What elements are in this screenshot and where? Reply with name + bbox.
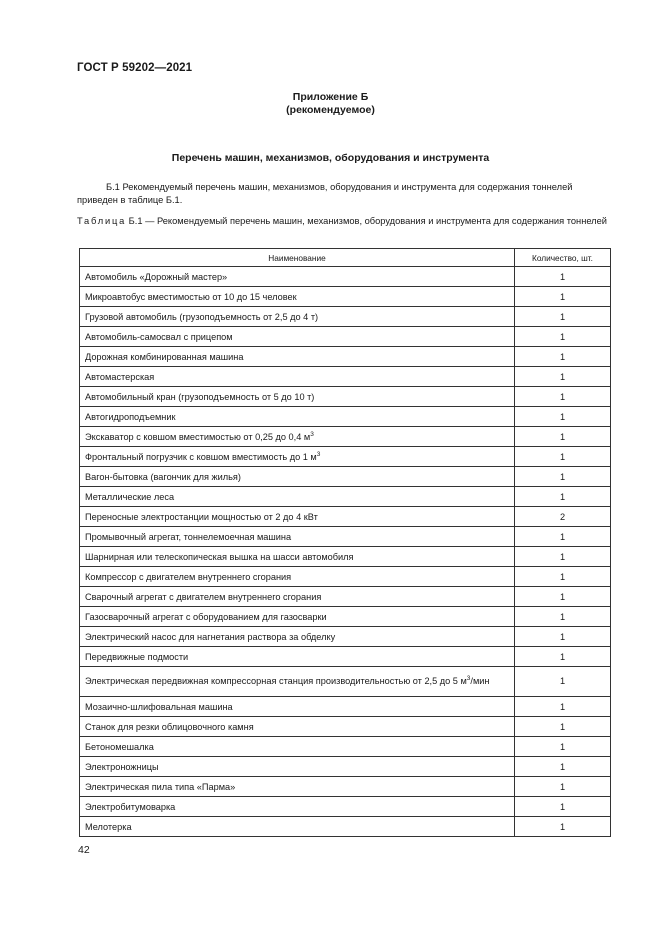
table-row xyxy=(80,427,611,447)
equipment-name-cell xyxy=(80,307,515,327)
section-title: Перечень машин, механизмов, оборудования и инструмента xyxy=(171,152,490,164)
table-row xyxy=(80,507,611,527)
table-row xyxy=(80,547,611,567)
equipment-name: Газосварочный агрегат с оборудованием для газосварки xyxy=(85,611,327,622)
table-row xyxy=(80,407,611,427)
unit-superscript: 3 xyxy=(310,430,314,438)
equipment-name: Мелотерка xyxy=(85,821,132,832)
equipment-quantity: 1 xyxy=(515,587,611,607)
equipment-name: Переносные электростанции мощностью от 2 до 4 кВт xyxy=(85,511,318,522)
equipment-name-cell xyxy=(80,327,515,347)
equipment-name: Электроножницы xyxy=(85,761,159,772)
equipment-name-cell xyxy=(80,697,515,717)
equipment-quantity: 1 xyxy=(515,547,611,567)
equipment-quantity: 1 xyxy=(515,737,611,757)
table-row xyxy=(80,817,611,837)
unit-superscript: 3 xyxy=(466,674,471,682)
equipment-name-cell xyxy=(80,347,515,367)
equipment-name-cell xyxy=(80,737,515,757)
equipment-name-cell xyxy=(80,607,515,627)
equipment-name: Автомобиль-самосвал с прицепом xyxy=(85,331,233,342)
equipment-name: Микроавтобус вместимостью от 10 до 15 человек xyxy=(85,291,297,302)
equipment-quantity: 1 xyxy=(515,797,611,817)
equipment-quantity: 1 xyxy=(515,287,611,307)
equipment-name-cell xyxy=(80,487,515,507)
equipment-quantity: 1 xyxy=(515,567,611,587)
equipment-name-cell xyxy=(80,467,515,487)
equipment-name: Промывочный агрегат, тоннелемоечная машина xyxy=(85,531,292,542)
equipment-name-cell xyxy=(80,287,515,307)
equipment-name-cell xyxy=(80,717,515,737)
equipment-name: Бетономешалка xyxy=(85,741,154,752)
equipment-name-cell xyxy=(80,777,515,797)
equipment-quantity: 1 xyxy=(515,627,611,647)
table-row xyxy=(80,647,611,667)
table-row xyxy=(80,697,611,717)
equipment-quantity: 2 xyxy=(515,507,611,527)
table-row xyxy=(80,527,611,547)
equipment-name-cell xyxy=(80,267,515,287)
equipment-quantity: 1 xyxy=(515,757,611,777)
table-row xyxy=(80,287,611,307)
equipment-name: Сварочный агрегат с двигателем внутреннего сгорания xyxy=(85,591,322,602)
table-row xyxy=(80,367,611,387)
equipment-name-cell xyxy=(80,647,515,667)
column-header-name: Наименование xyxy=(80,249,515,267)
equipment-name: Автомобильный кран (грузоподъемность от 5 до 10 т) xyxy=(85,391,315,402)
equipment-name: Фронтальный погрузчик с ковшом вместимость до 1 м xyxy=(85,451,317,462)
table-row xyxy=(80,607,611,627)
equipment-name: Вагон-бытовка (вагончик для жилья) xyxy=(85,471,241,482)
equipment-name-cell xyxy=(80,407,515,427)
table-row xyxy=(80,567,611,587)
equipment-name-cell xyxy=(80,367,515,387)
equipment-name-cell xyxy=(80,757,515,777)
equipment-quantity: 1 xyxy=(515,667,611,697)
equipment-quantity: 1 xyxy=(515,487,611,507)
table-caption xyxy=(77,215,611,228)
appendix-heading xyxy=(0,91,661,117)
equipment-name-tail: /мин xyxy=(470,676,490,686)
equipment-name-cell xyxy=(80,507,515,527)
equipment-name-cell xyxy=(80,527,515,547)
equipment-quantity: 1 xyxy=(515,307,611,327)
table-row xyxy=(80,777,611,797)
table-row xyxy=(80,737,611,757)
table-row xyxy=(80,387,611,407)
equipment-quantity: 1 xyxy=(515,367,611,387)
equipment-quantity: 1 xyxy=(515,347,611,367)
equipment-quantity: 1 xyxy=(515,647,611,667)
equipment-name: Шарнирная или телескопическая вышка на шасси автомобиля xyxy=(85,551,354,562)
table-row xyxy=(80,627,611,647)
equipment-name-cell xyxy=(80,447,515,467)
equipment-name: Передвижные подмости xyxy=(85,651,189,662)
equipment-name-cell xyxy=(80,387,515,407)
equipment-name: Грузовой автомобиль (грузоподъемность от 2,5 до 4 т) xyxy=(85,311,319,322)
table-caption-text: Б.1 — Рекомендуемый перечень машин, механизмов, оборудования и инструмента для содержания тоннелей xyxy=(126,216,607,226)
table-row xyxy=(80,467,611,487)
table-row xyxy=(80,587,611,607)
table-row xyxy=(80,667,611,697)
equipment-name: Автомобиль «Дорожный мастер» xyxy=(85,271,228,282)
equipment-name: Дорожная комбинированная машина xyxy=(85,351,244,362)
equipment-table xyxy=(79,248,611,837)
equipment-name: Электрическая пила типа «Парма» xyxy=(85,781,236,792)
equipment-quantity: 1 xyxy=(515,447,611,467)
equipment-name: Металлические леса xyxy=(85,491,175,502)
equipment-name: Электрический насос для нагнетания раствора за обделку xyxy=(85,631,336,642)
equipment-quantity: 1 xyxy=(515,267,611,287)
appendix-title: Приложение Б xyxy=(292,91,369,103)
page-number: 42 xyxy=(78,844,90,856)
equipment-quantity: 1 xyxy=(515,387,611,407)
equipment-name: Автомастерская xyxy=(85,371,155,382)
table-row xyxy=(80,327,611,347)
equipment-quantity: 1 xyxy=(515,467,611,487)
equipment-quantity: 1 xyxy=(515,777,611,797)
table-row xyxy=(80,717,611,737)
table-row xyxy=(80,757,611,777)
equipment-name: Автогидроподъемник xyxy=(85,411,176,422)
equipment-quantity: 1 xyxy=(515,717,611,737)
equipment-name-cell xyxy=(80,817,515,837)
table-row xyxy=(80,447,611,467)
table-row xyxy=(80,347,611,367)
unit-superscript: 3 xyxy=(316,450,321,458)
equipment-name-cell xyxy=(80,587,515,607)
column-header-quantity: Количество, шт. xyxy=(515,249,611,267)
appendix-status: (рекомендуемое) xyxy=(286,104,375,116)
equipment-name-cell xyxy=(80,797,515,817)
equipment-quantity: 1 xyxy=(515,427,611,447)
equipment-quantity: 1 xyxy=(515,527,611,547)
equipment-name: Мозаично-шлифовальная машина xyxy=(85,701,233,712)
equipment-name-cell xyxy=(80,427,515,447)
equipment-name: Электробитумоварка xyxy=(85,801,176,812)
standard-code: ГОСТ Р 59202—2021 xyxy=(77,62,193,74)
equipment-name-cell xyxy=(80,667,515,697)
table-body xyxy=(80,267,611,837)
table-header-row xyxy=(80,249,611,267)
equipment-name: Электрическая передвижная компрессорная станция производительностью от 2,5 до 5 м xyxy=(85,676,467,686)
intro-paragraph: Б.1 Рекомендуемый перечень машин, механизмов, оборудования и инструмента для содержания тоннелей приведен в таблице Б.1. xyxy=(77,182,573,205)
equipment-quantity: 1 xyxy=(515,607,611,627)
table-row xyxy=(80,487,611,507)
equipment-name: Компрессор с двигателем внутреннего сгорания xyxy=(85,571,292,582)
equipment-name-cell xyxy=(80,547,515,567)
equipment-quantity: 1 xyxy=(515,327,611,347)
equipment-quantity: 1 xyxy=(515,697,611,717)
equipment-name: Станок для резки облицовочного камня xyxy=(85,721,254,732)
equipment-name-cell xyxy=(80,567,515,587)
table-row xyxy=(80,797,611,817)
equipment-name: Экскаватор с ковшом вместимостью от 0,25 до 0,4 м xyxy=(85,431,311,442)
equipment-quantity: 1 xyxy=(515,817,611,837)
table-row xyxy=(80,307,611,327)
equipment-name-cell xyxy=(80,627,515,647)
table-row xyxy=(80,267,611,287)
equipment-quantity: 1 xyxy=(515,407,611,427)
table-caption-label: Таблица xyxy=(77,216,127,226)
